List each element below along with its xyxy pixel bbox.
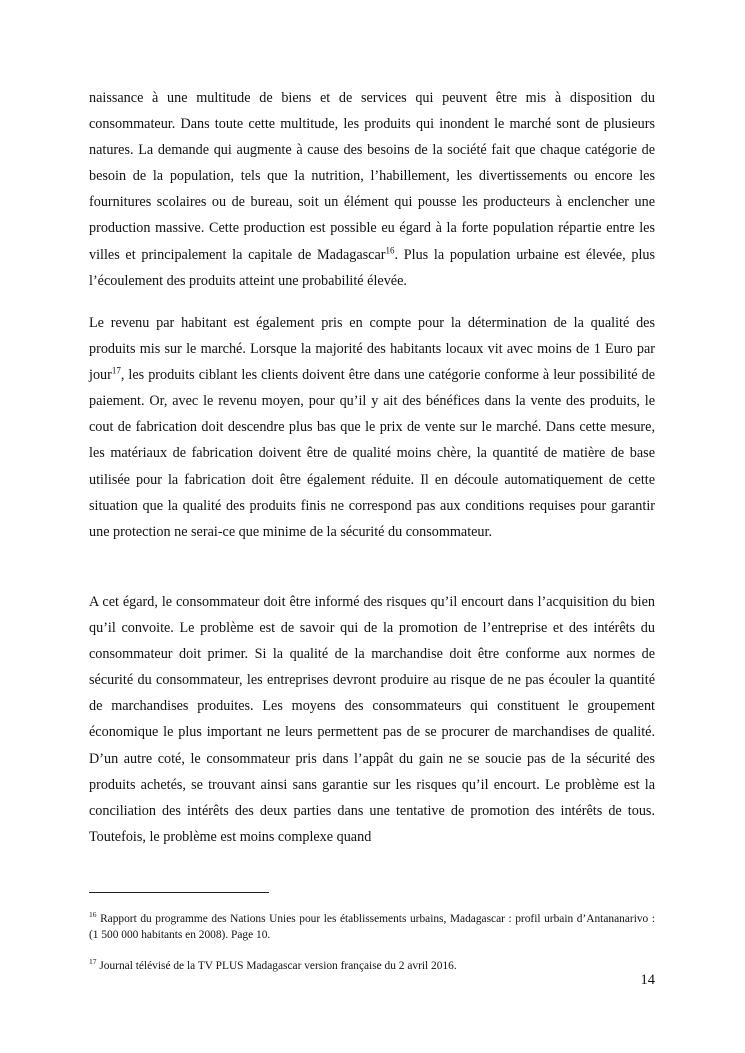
paragraph-1-text-start: naissance à une multitude de biens et de services qui peuvent être mis à disposition du consommateur. Dans toute cette multitude, les produits qui inondent le marché sont de plusieurs natures. La demande qui augmente à cause des besoins de la société fait que chaque catégorie de besoin de la population, tels que la nutrition, l’habillement, les divertissements ou encore les fournitures scolaires ou de bureau, soit un élément qui pousse les producteurs à enclencher une production massive. Cette production est possible eu égard à la forte population répartie entre les villes et principalement la capitale de Madagascar <box>89 90 655 263</box>
footnote-17 <box>89 958 655 974</box>
footnote-17-text: Journal télévisé de la TV PLUS Madagascar version française du 2 avril 2016. <box>96 960 457 972</box>
body-paragraph-2 <box>89 310 655 545</box>
page-number: 14 <box>640 972 655 988</box>
footnote-ref-16[interactable]: 16 <box>385 244 395 255</box>
paragraph-1-text-end: . Plus la population urbaine est élevée, plus l’écoulement des produits atteint une probabilité élevée. <box>89 246 655 289</box>
footnote-16-text: Rapport du programme des Nations Unies pour les établissements urbains, Madagascar : profil urbain d’Antananarivo : (1 500 000 habitants en 2008). Page 10. <box>89 913 655 942</box>
paragraph-2-text-start: Le revenu par habitant est également pris en compte pour la détermination de la qualité des produits mis sur le marché. Lorsque la majorité des habitants locaux vit avec moins de 1 Euro par jour <box>89 315 655 384</box>
paragraph-2-text-end: , les produits ciblant les clients doivent être dans une catégorie conforme à leur possibilité de paiement. Or, avec le revenu moyen, pour qu’il y ait des bénéfices dans la vente des produits, le cout de fabrication doit descendre plus bas que le prix de vente sur le marché. Dans cette mesure, les matériaux de fabrication doivent être de qualité moins chère, la quantité de matière de base utilisée pour la fabrication doit être également réduite. Il en découle automatiquement de cette situation que la qualité des produits finis ne correspond pas aux conditions requises pour garantir une protection ne serai-ce que minime de la sécurité du consommateur. <box>89 367 655 540</box>
body-paragraph-3 <box>89 589 655 850</box>
footnote-16-number: 16 <box>89 910 97 920</box>
paragraph-3-text: A cet égard, le consommateur doit être informé des risques qu’il encourt dans l’acquisition du bien qu’il convoite. Le problème est de savoir qui de la promotion de l’entreprise et des intérêts du consommateur doit primer. Si la qualité de la marchandise doit être conforme aux normes de sécurité du consommateur, les entreprises devront produire au risque de ne pas écouler la quantité de marchandises produites. Les moyens des consommateurs qui constituent le groupement économique le plus important ne leurs permettent pas de se procurer de marchandises de qualité. D’un autre coté, le consommateur pris dans l’appât du gain ne se soucie pas de la sécurité des produits achetés, se trouvant ainsi sans garantie sur les risques qu’il encourt. Le problème est la conciliation des intérêts des deux parties dans une tentative de promotion des intérêts de tous. Toutefois, le problème est moins complexe quand <box>89 594 655 845</box>
footnote-16 <box>89 911 655 944</box>
footnote-ref-17[interactable]: 17 <box>111 365 121 376</box>
body-paragraph-1 <box>89 85 655 294</box>
footnote-separator <box>89 892 269 893</box>
footnote-17-number: 17 <box>89 957 97 967</box>
